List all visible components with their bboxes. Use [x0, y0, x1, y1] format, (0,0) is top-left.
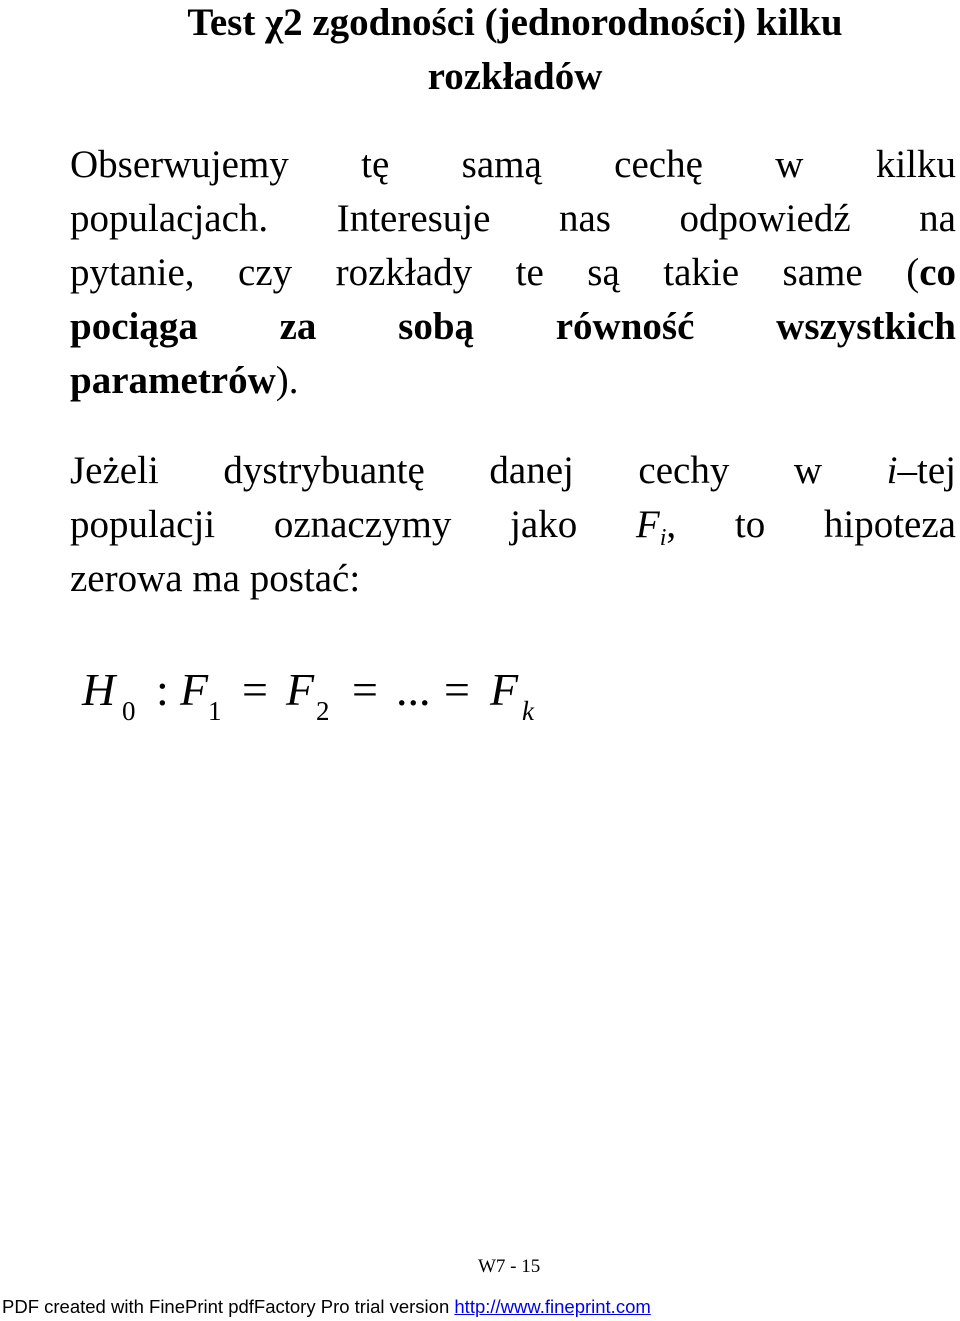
line-3-text: pytanie, czy rozkłady te są takie same (	[70, 251, 920, 294]
formula-h: H	[82, 664, 116, 715]
formula-f1-sub: 1	[208, 696, 222, 726]
paragraph-intro-line-1: Obserwujemy tę samą cechę w kilku	[70, 143, 956, 186]
paragraph-definition	[70, 444, 956, 606]
def-line-1-start: Jeżeli dystrybuantę danej cechy w	[70, 449, 887, 492]
formula-colon: :	[156, 664, 169, 715]
def-line-2-end: , to hipoteza	[666, 503, 956, 546]
def-line-2-start: populacji oznaczymy jako	[70, 503, 636, 546]
def-line-1-end: –tej	[897, 449, 956, 492]
footer-text: PDF created with FinePrint pdfFactory Pro trial version	[2, 1296, 455, 1317]
def-line-2-sub: i	[659, 525, 667, 551]
pdf-footer	[2, 1295, 651, 1319]
def-line-1-italic: i	[886, 449, 898, 492]
title-line-2: rozkładów	[427, 55, 603, 98]
formula-eq-3: =	[444, 664, 470, 715]
formula-h-sub: 0	[122, 696, 136, 726]
line-3-bold: co	[919, 251, 956, 294]
paragraph-intro-line-5	[70, 354, 956, 408]
line-5-end: ).	[275, 359, 299, 402]
formula-fk-sub: k	[522, 696, 534, 726]
footer-link[interactable]: http://www.fineprint.com	[454, 1296, 651, 1317]
paragraph-intro-line-2: populacjach. Interesuje nas odpowiedź na	[70, 197, 956, 240]
paragraph-intro	[70, 138, 956, 408]
line-5-bold: parametrów	[70, 359, 276, 402]
slide-title	[70, 0, 960, 104]
formula-eq-1: =	[242, 664, 268, 715]
null-hypothesis-formula	[82, 660, 582, 740]
formula-eq-2: =	[352, 664, 378, 715]
formula-f2-sub: 2	[316, 696, 330, 726]
def-line-2-var: F	[635, 503, 660, 546]
page-number: W7 - 15	[478, 1256, 541, 1277]
paragraph-intro-line-4: pociąga za sobą równość wszystkich	[70, 305, 956, 348]
formula-fk: F	[490, 664, 519, 715]
paragraph-definition-line-2	[70, 498, 956, 552]
paragraph-definition-line-1	[70, 444, 956, 498]
paragraph-definition-line-3: zerowa ma postać:	[70, 557, 361, 600]
formula-f1: F	[180, 664, 209, 715]
title-line-1: Test χ2 zgodności (jednorodności) kilku	[187, 1, 843, 44]
formula-f2: F	[286, 664, 315, 715]
formula-dots: ...	[396, 664, 431, 715]
paragraph-intro-line-3	[70, 246, 956, 300]
